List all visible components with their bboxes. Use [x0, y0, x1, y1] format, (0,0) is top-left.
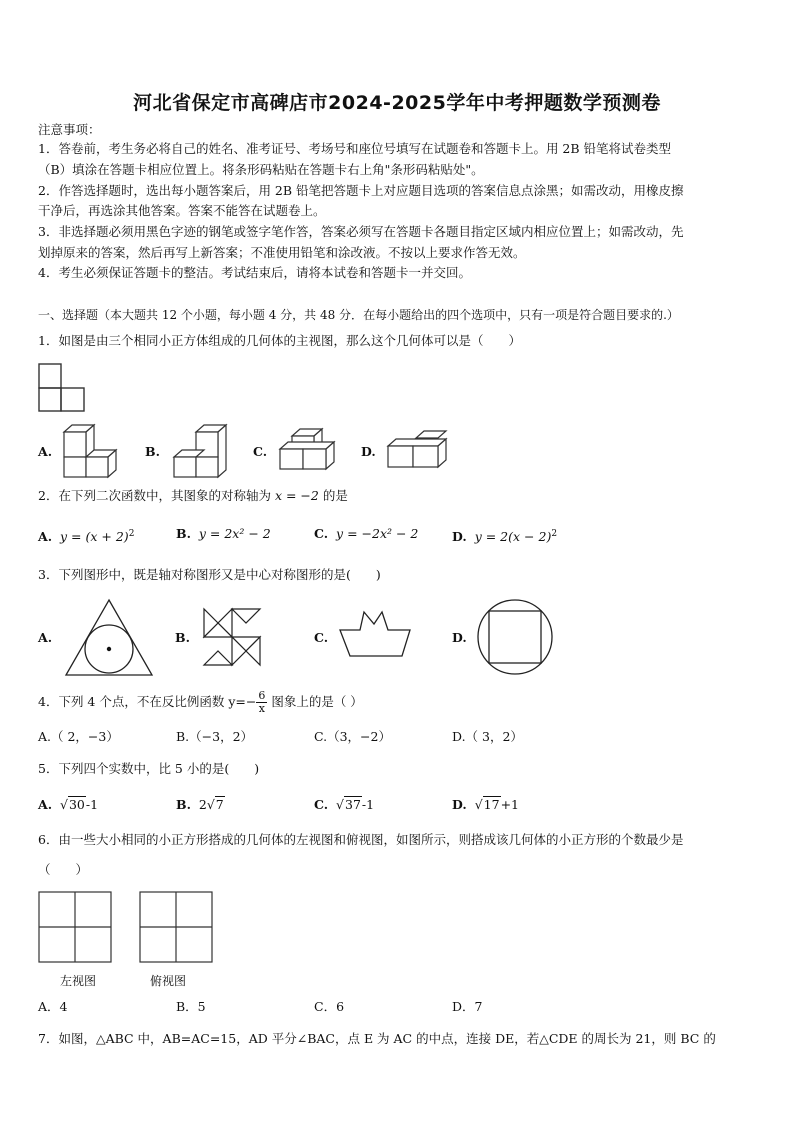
option-label: B.	[176, 797, 191, 812]
option-a-label: A.	[38, 444, 53, 459]
q2-stem-math: x = −2	[274, 488, 319, 503]
q6-option-d[interactable]: D．7	[452, 999, 483, 1014]
q3-option-a-triangle-circle[interactable]	[64, 598, 156, 678]
option-label: C.	[314, 526, 329, 541]
q6-option-c[interactable]: C．6	[314, 999, 345, 1014]
q1-option-d-solid[interactable]	[386, 430, 452, 472]
q5-option-b[interactable]: B. 2√7	[176, 797, 224, 812]
notice-line: 4．考生必须保证答题卡的整洁。考试结束后，请将本试卷和答题卡一并交回。	[38, 265, 471, 280]
option-b-label: B.	[145, 444, 160, 459]
radicand: 37	[345, 797, 361, 812]
q2-option-d[interactable]	[452, 524, 557, 547]
notice-line: 干净后，再选涂其他答案。答案不能答在试题卷上。	[38, 203, 326, 218]
radicand: 30	[68, 797, 85, 812]
notice-line: 2．作答选择题时，选出每小题答案后，用 2B 铅笔把答题卡上对应题目选项的答案信息点涂黑；如需改动，用橡皮擦	[38, 183, 684, 198]
q4-option-d[interactable]: D.（ 3，2）	[452, 729, 523, 744]
q1-option-c-solid[interactable]	[278, 428, 338, 474]
q6-option-b[interactable]: B．5	[176, 999, 206, 1014]
page-title: 河北省保定市高碑店市2024-2025学年中考押题数学预测卷	[133, 92, 661, 114]
q4-stem-text: 4．下列 4 个点，不在反比例函数 y=−	[38, 694, 257, 709]
option-label: C.	[314, 797, 329, 812]
q2-option-c[interactable]	[314, 524, 418, 544]
option-a-label: A.	[38, 630, 53, 645]
q3-option-b-pinwheel[interactable]	[202, 607, 262, 667]
q5-option-a[interactable]: A. √30-1	[38, 797, 99, 812]
exponent: 2	[128, 529, 135, 539]
q4-option-a[interactable]: A.（ 2，−3）	[38, 729, 119, 744]
q4-option-c[interactable]: C.（3，−2）	[314, 729, 391, 744]
option-formula: y = (x + 2)	[60, 529, 129, 545]
option-d-label: D.	[452, 630, 467, 645]
option-b-label: B.	[175, 630, 190, 645]
q1-option-a-solid[interactable]	[60, 423, 120, 479]
question-2-stem	[38, 486, 348, 506]
q3-option-c-boat[interactable]	[338, 608, 412, 660]
question-1-stem: 1．如图是由三个相同小正方体组成的几何体的主视图，那么这个几何体可以是（ ）	[38, 333, 521, 348]
question-3-stem: 3．下列图形中，既是轴对称图形又是中心对称图形的是( )	[38, 567, 381, 582]
q1-front-view-figure	[38, 362, 88, 414]
q6-option-a[interactable]: A．4	[38, 999, 68, 1014]
section-heading: 一、选择题（本大题共 12 个小题，每小题 4 分，共 48 分．在每小题给出的四个选项中，只有一项是符合题目要求的.）	[38, 308, 679, 322]
option-formula: y = 2(x − 2)	[474, 529, 552, 545]
option-label: A.	[38, 797, 53, 812]
q5-option-d[interactable]: D. √17+1	[452, 797, 520, 812]
q6-left-view-grid	[38, 891, 112, 963]
suffix: -1	[361, 797, 375, 812]
option-label: A.	[38, 529, 53, 545]
q2-stem-text: 2．在下列二次函数中，其图象的对称轴为	[38, 488, 271, 503]
radicand: 7	[215, 797, 224, 812]
option-formula: y = −2x² − 2	[336, 526, 419, 541]
suffix: -1	[85, 797, 99, 812]
notice-line: （B）填涂在答题卡相应位置上。将条形码粘贴在答题卡右上角"条形码粘贴处"。	[38, 162, 484, 177]
q2-option-a[interactable]	[38, 524, 134, 547]
q1-option-b-solid[interactable]	[170, 423, 230, 479]
option-c-label: C.	[253, 444, 268, 459]
notice-line: 3．非选择题必须用黑色字迹的钢笔或签字笔作答，答案必须写在答题卡各题目指定区域内相应位置上；如需改动，先	[38, 224, 684, 239]
q2-option-b[interactable]	[176, 524, 271, 544]
question-6-stem: 6．由一些大小相同的小正方形搭成的几何体的左视图和俯视图，如图所示，则搭成该几何体的小正方形的个数最少是	[38, 832, 684, 847]
question-7-stem: 7．如图，△ABC 中，AB=AC=15，AD 平分∠BAC，点 E 为 AC 的中点，连接 DE，若△CDE 的周长为 21，则 BC 的	[38, 1031, 716, 1046]
exponent: 2	[551, 529, 558, 539]
option-c-label: C.	[314, 630, 329, 645]
q4-option-b[interactable]: B.（−3，2）	[176, 729, 254, 744]
question-6-stem-cont: （ ）	[38, 862, 89, 877]
question-4-stem	[38, 690, 363, 715]
coefficient: 2	[198, 797, 207, 812]
q3-option-d-circle-square[interactable]	[476, 598, 554, 676]
suffix: +1	[500, 797, 520, 812]
option-label: D.	[452, 797, 467, 812]
option-label: B.	[176, 526, 191, 541]
q6-left-view-caption: 左视图	[60, 974, 97, 988]
q2-stem-end: 的是	[322, 488, 348, 503]
notice-line: 1．答卷前，考生务必将自己的姓名、准考证号、考场号和座位号填写在试题卷和答题卡上。用 2B 铅笔将试卷类型	[38, 141, 672, 156]
q5-option-c[interactable]: C. √37-1	[314, 797, 375, 812]
question-5-stem: 5．下列四个实数中，比 5 小的是( )	[38, 761, 260, 776]
radicand: 17	[483, 797, 500, 812]
q6-top-view-grid	[139, 891, 213, 963]
fraction-denominator: x	[258, 702, 265, 715]
option-d-label: D.	[361, 444, 376, 459]
q4-stem-end: 图象上的是（ ）	[271, 694, 363, 709]
notice-line: 划掉原来的答案，然后再写上新答案；不准使用铅笔和涂改液。不按以上要求作答无效。	[38, 245, 526, 260]
option-label: D.	[452, 529, 467, 545]
option-formula: y = 2x² − 2	[198, 526, 271, 541]
notice-heading: 注意事项：	[38, 122, 101, 137]
q4-fraction	[256, 690, 267, 715]
fraction-numerator: 6	[258, 689, 266, 702]
q6-top-view-caption: 俯视图	[150, 974, 187, 988]
